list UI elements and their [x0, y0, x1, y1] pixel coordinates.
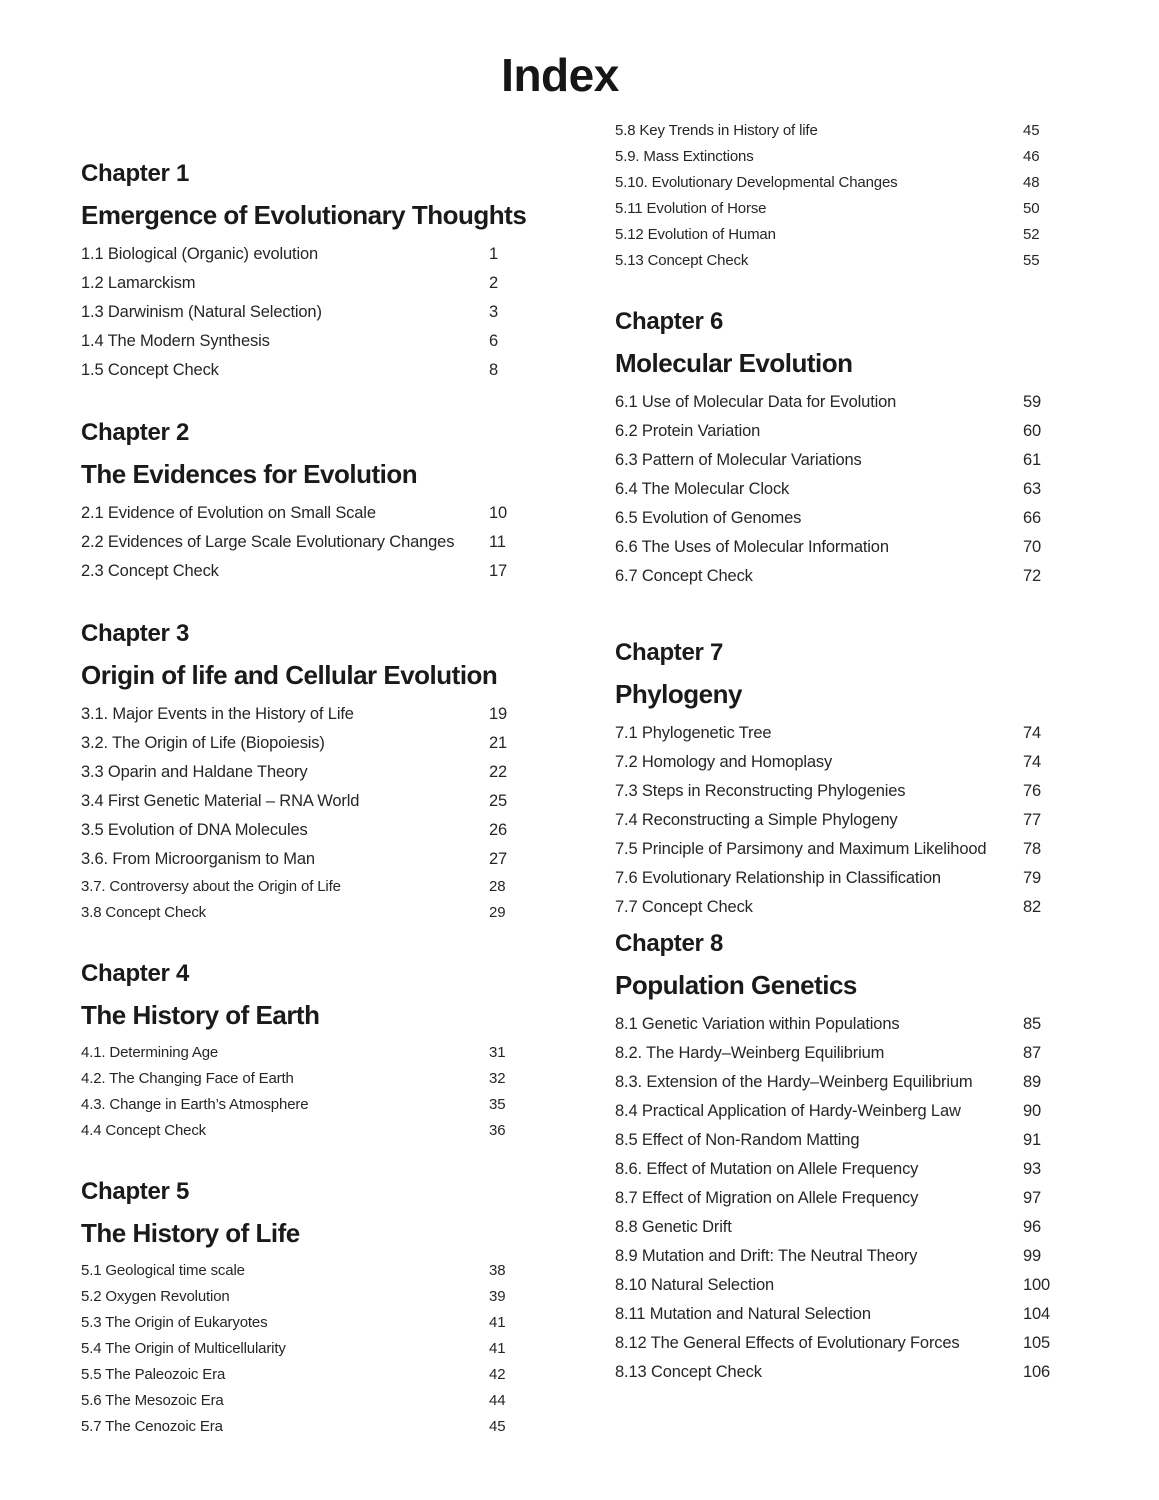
- toc-entry-page: 48: [1023, 174, 1040, 191]
- toc-entry-page: 82: [1023, 898, 1042, 916]
- toc-entry: [615, 222, 1115, 248]
- toc-entry: [615, 170, 1115, 196]
- toc-entry-page: 89: [1023, 1073, 1042, 1091]
- toc-entry: [81, 269, 551, 298]
- toc-entry-page: 61: [1023, 451, 1042, 469]
- chapter-label: Chapter 7: [615, 639, 723, 666]
- chapter-section: [615, 930, 1115, 1387]
- toc-entry: [615, 118, 1115, 144]
- toc-entry: [81, 1414, 551, 1440]
- toc-entry-label: 3.2. The Origin of Life (Biopoiesis): [81, 734, 325, 752]
- toc-entry-page: 28: [489, 878, 506, 895]
- toc-entry-page: 74: [1023, 724, 1042, 742]
- toc-entry-page: 100: [1023, 1276, 1051, 1294]
- toc-entry-label: 6.2 Protein Variation: [615, 422, 761, 440]
- toc-entry: [615, 144, 1115, 170]
- chapter-title: Emergence of Evolutionary Thoughts: [81, 200, 527, 230]
- toc-entry-page: 41: [489, 1340, 506, 1357]
- toc-entry: [81, 1258, 551, 1284]
- toc-entry-label: 8.9 Mutation and Drift: The Neutral Theory: [615, 1247, 918, 1265]
- toc-entry-page: 38: [489, 1262, 506, 1279]
- toc-entry: [81, 1336, 551, 1362]
- toc-entry-label: 5.8 Key Trends in History of life: [615, 122, 818, 139]
- toc-entry-page: 19: [489, 705, 508, 723]
- toc-entry-page: 36: [489, 1122, 506, 1139]
- toc-entry-label: 8.5 Effect of Non-Random Matting: [615, 1131, 860, 1149]
- toc-entry-page: 42: [489, 1366, 506, 1383]
- toc-entry: [81, 1118, 551, 1144]
- toc-entry: [81, 356, 551, 385]
- toc-entry-label: 5.10. Evolutionary Developmental Changes: [615, 174, 898, 191]
- toc-entry-label: 5.4 The Origin of Multicellularity: [81, 1340, 286, 1357]
- toc-entry: [615, 475, 1115, 504]
- chapter-title: Origin of life and Cellular Evolution: [81, 660, 498, 690]
- toc-entry: [615, 719, 1115, 748]
- toc-entry-page: 3: [489, 303, 499, 321]
- chapter-section: [81, 419, 551, 586]
- toc-entry: [81, 1092, 551, 1118]
- toc-entry-label: 7.3 Steps in Reconstructing Phylogenies: [615, 782, 906, 800]
- toc-entry-label: 6.4 The Molecular Clock: [615, 480, 790, 498]
- toc-entry-label: 6.6 The Uses of Molecular Information: [615, 538, 889, 556]
- toc-entry-page: 87: [1023, 1044, 1042, 1062]
- chapter-title: Phylogeny: [615, 679, 742, 709]
- chapter-title: The Evidences for Evolution: [81, 459, 418, 489]
- chapter-label: Chapter 3: [81, 620, 189, 647]
- toc-entry-page: 22: [489, 763, 508, 781]
- toc-entry: [81, 499, 551, 528]
- toc-entry-page: 78: [1023, 840, 1042, 858]
- toc-entry-page: 45: [1023, 122, 1040, 139]
- toc-entry-page: 35: [489, 1096, 506, 1113]
- toc-entry-page: 99: [1023, 1247, 1042, 1265]
- toc-entry-page: 91: [1023, 1131, 1042, 1149]
- toc-entry: [615, 1039, 1115, 1068]
- chapter-title: Molecular Evolution: [615, 348, 853, 378]
- toc-entry-label: 7.5 Principle of Parsimony and Maximum Likelihood: [615, 840, 987, 858]
- toc-entry-label: 3.6. From Microorganism to Man: [81, 850, 315, 868]
- chapter-title: Population Genetics: [615, 970, 857, 1000]
- toc-entry: [81, 900, 551, 926]
- toc-entry-page: 10: [489, 504, 508, 522]
- chapter-label: Chapter 5: [81, 1178, 189, 1205]
- toc-entry-page: 1: [489, 245, 499, 263]
- toc-entry: [615, 864, 1115, 893]
- toc-entry: [615, 1358, 1115, 1387]
- toc-entry: [615, 1271, 1115, 1300]
- toc-entry-label: 5.3 The Origin of Eukaryotes: [81, 1314, 268, 1331]
- chapter-entries: [615, 1010, 1115, 1387]
- toc-entry-label: 4.1. Determining Age: [81, 1044, 219, 1061]
- toc-entry: [81, 787, 551, 816]
- chapter-section: [81, 960, 551, 1144]
- toc-entry: [81, 557, 551, 586]
- toc-entry-page: 104: [1023, 1305, 1051, 1323]
- chapter-section: [615, 639, 1115, 922]
- toc-entry-label: 8.11 Mutation and Natural Selection: [615, 1305, 871, 1323]
- toc-entry: [81, 240, 551, 269]
- toc-entry-page: 31: [489, 1044, 506, 1061]
- toc-entry: [615, 248, 1115, 274]
- toc-entry: [615, 388, 1115, 417]
- toc-entry-page: 29: [489, 904, 506, 921]
- toc-entry-label: 5.2 Oxygen Revolution: [81, 1288, 230, 1305]
- toc-entry-label: 5.12 Evolution of Human: [615, 226, 776, 243]
- toc-column-left: [81, 160, 551, 1440]
- toc-entry-label: 7.2 Homology and Homoplasy: [615, 753, 833, 771]
- toc-entry-label: 6.5 Evolution of Genomes: [615, 509, 802, 527]
- toc-entry-page: 50: [1023, 200, 1040, 217]
- toc-entry: [81, 528, 551, 557]
- toc-entry-label: 8.3. Extension of the Hardy–Weinberg Equilibrium: [615, 1073, 973, 1091]
- toc-entry: [81, 729, 551, 758]
- toc-entry-label: 5.7 The Cenozoic Era: [81, 1418, 223, 1435]
- toc-entry-page: 41: [489, 1314, 506, 1331]
- chapter-entries: [615, 118, 1115, 274]
- toc-entry-page: 8: [489, 361, 499, 379]
- toc-entry: [81, 1040, 551, 1066]
- toc-entry-label: 7.7 Concept Check: [615, 898, 753, 916]
- toc-entry-label: 7.1 Phylogenetic Tree: [615, 724, 772, 742]
- toc-entry-page: 106: [1023, 1363, 1051, 1381]
- toc-entry-label: 3.4 First Genetic Material – RNA World: [81, 792, 360, 810]
- toc-entry-page: 79: [1023, 869, 1042, 887]
- toc-entry-label: 1.3 Darwinism (Natural Selection): [81, 303, 322, 321]
- chapter-section: [81, 1178, 551, 1440]
- toc-entry-label: 3.1. Major Events in the History of Life: [81, 705, 354, 723]
- page-title: Index: [501, 49, 619, 101]
- toc-entry-page: 6: [489, 332, 499, 350]
- toc-entry-page: 25: [489, 792, 508, 810]
- chapter-label: Chapter 2: [81, 419, 189, 446]
- chapter-label: Chapter 8: [615, 930, 723, 957]
- toc-entry: [615, 1097, 1115, 1126]
- toc-entry: [81, 1388, 551, 1414]
- toc-entry: [615, 1068, 1115, 1097]
- toc-entry-label: 5.5 The Paleozoic Era: [81, 1366, 226, 1383]
- chapter-title: The History of Earth: [81, 1000, 320, 1030]
- toc-entry-label: 7.6 Evolutionary Relationship in Classification: [615, 869, 941, 887]
- toc-entry: [81, 816, 551, 845]
- chapter-section: [615, 308, 1115, 591]
- toc-entry-label: 4.3. Change in Earth’s Atmosphere: [81, 1096, 309, 1113]
- toc-entry-label: 4.4 Concept Check: [81, 1122, 207, 1139]
- toc-entry-page: 72: [1023, 567, 1042, 585]
- toc-entry-page: 76: [1023, 782, 1042, 800]
- toc-entry: [81, 1362, 551, 1388]
- toc-entry-page: 63: [1023, 480, 1042, 498]
- chapter-label: Chapter 1: [81, 160, 189, 187]
- chapter-entries: [81, 700, 551, 926]
- toc-entry-page: 45: [489, 1418, 506, 1435]
- toc-entry: [81, 758, 551, 787]
- toc-column-right: [615, 118, 1115, 1387]
- toc-entry: [615, 1010, 1115, 1039]
- toc-entry-page: 90: [1023, 1102, 1042, 1120]
- toc-entry-page: 85: [1023, 1015, 1042, 1033]
- toc-entry-page: 46: [1023, 148, 1040, 165]
- toc-entry: [615, 1329, 1115, 1358]
- toc-entry: [615, 1126, 1115, 1155]
- chapter-title: The History of Life: [81, 1218, 300, 1248]
- toc-entry: [81, 845, 551, 874]
- toc-entry-page: 105: [1023, 1334, 1051, 1352]
- toc-entry-label: 1.5 Concept Check: [81, 361, 219, 379]
- toc-entry: [81, 1310, 551, 1336]
- toc-entry-page: 21: [489, 734, 508, 752]
- toc-entry: [615, 777, 1115, 806]
- toc-entry-label: 5.9. Mass Extinctions: [615, 148, 754, 165]
- toc-entry-page: 70: [1023, 538, 1042, 556]
- toc-entry-label: 3.5 Evolution of DNA Molecules: [81, 821, 308, 839]
- toc-entry-page: 66: [1023, 509, 1042, 527]
- toc-entry-page: 2: [489, 274, 499, 292]
- toc-entry-label: 2.3 Concept Check: [81, 562, 219, 580]
- chapter-section: [81, 620, 551, 926]
- toc-entry: [615, 893, 1115, 922]
- toc-entry-page: 77: [1023, 811, 1042, 829]
- chapter-label: Chapter 4: [81, 960, 189, 987]
- toc-entry-label: 1.1 Biological (Organic) evolution: [81, 245, 319, 263]
- toc-entry-label: 8.7 Effect of Migration on Allele Frequency: [615, 1189, 919, 1207]
- toc-entry-label: 8.12 The General Effects of Evolutionary Forces: [615, 1334, 960, 1352]
- chapter-label: Chapter 6: [615, 308, 723, 335]
- toc-entry: [81, 874, 551, 900]
- toc-entry-label: 2.1 Evidence of Evolution on Small Scale: [81, 504, 376, 522]
- chapter-entries: [615, 719, 1115, 922]
- chapter-section: [81, 160, 551, 385]
- toc-entry-page: 27: [489, 850, 508, 868]
- toc-entry: [615, 835, 1115, 864]
- toc-entry-label: 3.3 Oparin and Haldane Theory: [81, 763, 308, 781]
- chapter-entries: [615, 388, 1115, 591]
- toc-entry: [615, 533, 1115, 562]
- toc-entry-label: 5.13 Concept Check: [615, 252, 749, 269]
- toc-entry-label: 7.4 Reconstructing a Simple Phylogeny: [615, 811, 898, 829]
- chapter-entries: [81, 240, 551, 385]
- toc-entry: [615, 417, 1115, 446]
- toc-entry-label: 4.2. The Changing Face of Earth: [81, 1070, 294, 1087]
- toc-entry: [81, 1284, 551, 1310]
- toc-entry-label: 8.6. Effect of Mutation on Allele Frequency: [615, 1160, 919, 1178]
- toc-entry: [615, 806, 1115, 835]
- toc-entry-page: 39: [489, 1288, 506, 1305]
- toc-entry-page: 32: [489, 1070, 506, 1087]
- toc-entry-page: 55: [1023, 252, 1040, 269]
- toc-entry-page: 59: [1023, 393, 1042, 411]
- toc-entry-page: 60: [1023, 422, 1042, 440]
- toc-entry: [615, 504, 1115, 533]
- toc-entry: [615, 1184, 1115, 1213]
- toc-entry: [615, 562, 1115, 591]
- chapter-entries: [81, 1258, 551, 1440]
- toc-entry-page: 74: [1023, 753, 1042, 771]
- toc-entry-label: 5.11 Evolution of Horse: [615, 200, 767, 217]
- toc-entry-page: 93: [1023, 1160, 1042, 1178]
- toc-entry-label: 8.2. The Hardy–Weinberg Equilibrium: [615, 1044, 885, 1062]
- toc-entry-label: 6.1 Use of Molecular Data for Evolution: [615, 393, 897, 411]
- toc-entry-label: 3.7. Controversy about the Origin of Life: [81, 878, 341, 895]
- toc-entry: [81, 327, 551, 356]
- toc-entry-label: 6.7 Concept Check: [615, 567, 753, 585]
- toc-entry: [615, 748, 1115, 777]
- chapter-section: [615, 118, 1115, 274]
- chapter-entries: [81, 499, 551, 586]
- toc-entry-label: 8.10 Natural Selection: [615, 1276, 775, 1294]
- toc-entry-page: 97: [1023, 1189, 1042, 1207]
- toc-entry-label: 1.2 Lamarckism: [81, 274, 196, 292]
- toc-entry-page: 17: [489, 562, 508, 580]
- toc-entry-page: 26: [489, 821, 508, 839]
- toc-entry-label: 8.8 Genetic Drift: [615, 1218, 732, 1236]
- toc-entry-page: 96: [1023, 1218, 1042, 1236]
- toc-entry-page: 44: [489, 1392, 506, 1409]
- toc-entry-label: 1.4 The Modern Synthesis: [81, 332, 270, 350]
- toc-entry: [615, 1242, 1115, 1271]
- toc-entry: [81, 298, 551, 327]
- toc-entry-label: 8.4 Practical Application of Hardy-Weinberg Law: [615, 1102, 961, 1120]
- toc-entry-label: 8.13 Concept Check: [615, 1363, 762, 1381]
- toc-entry-label: 2.2 Evidences of Large Scale Evolutionary Changes: [81, 533, 455, 551]
- toc-entry-label: 8.1 Genetic Variation within Populations: [615, 1015, 900, 1033]
- toc-entry: [81, 700, 551, 729]
- toc-entry: [615, 1155, 1115, 1184]
- toc-entry: [615, 1213, 1115, 1242]
- toc-entry: [615, 1300, 1115, 1329]
- toc-entry-label: 6.3 Pattern of Molecular Variations: [615, 451, 862, 469]
- toc-entry-page: 11: [489, 533, 506, 551]
- toc-entry: [615, 196, 1115, 222]
- toc-entry-page: 52: [1023, 226, 1040, 243]
- chapter-entries: [81, 1040, 551, 1144]
- toc-entry: [81, 1066, 551, 1092]
- toc-entry-label: 5.6 The Mesozoic Era: [81, 1392, 224, 1409]
- toc-entry-label: 3.8 Concept Check: [81, 904, 207, 921]
- toc-entry-label: 5.1 Geological time scale: [81, 1262, 245, 1279]
- toc-entry: [615, 446, 1115, 475]
